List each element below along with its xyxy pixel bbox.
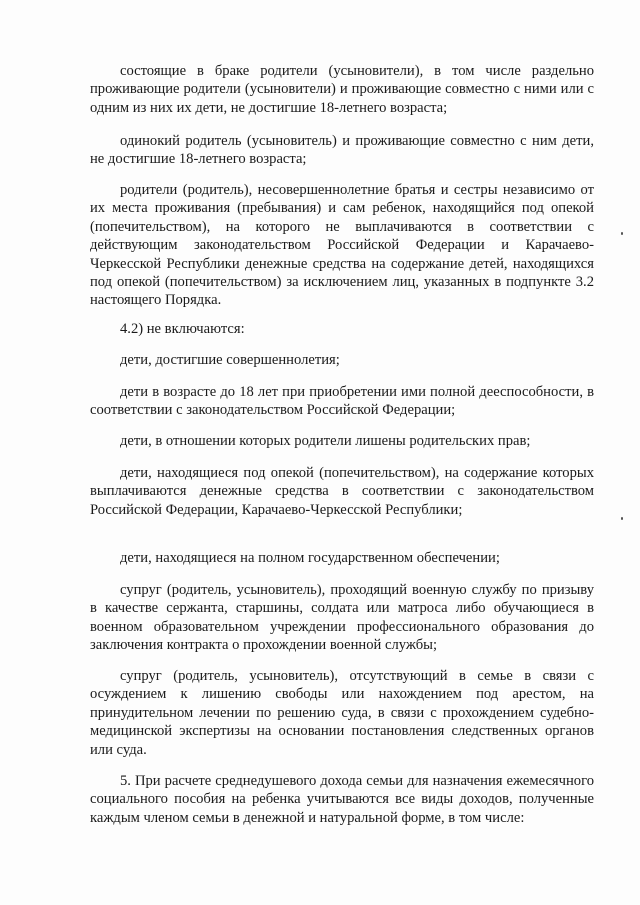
paragraph-guardianship-relatives: родители (родитель), несовершеннолетние братья и сестры независимо от их места проживания (пребывания) и сам ребенок, находящийся под опекой (попечительством), на которого не выплачиваются в соответствии с действующим законодательством Российской Федерации и Карачаево-Черкесской Республики денежные средства на содержание детей, находящихся под опекой (попечительством) за исключением лиц, указанных в подпункте 3.2 настоящего Порядка. — [90, 182, 594, 309]
paragraph-emancipated-minors: дети в возрасте до 18 лет при приобретении ими полной дееспособности, в соответствии с законодательством Российской Федерации; — [90, 384, 594, 419]
scan-speck — [621, 232, 623, 235]
paragraph-not-included-heading: 4.2) не включаются: — [120, 321, 245, 337]
paragraph-military-service: супруг (родитель, усыновитель), проходящий военную службу по призыву в качестве сержанта, старшины, солдата или матроса либо обучающиеся в военном образовательном учреждении профессионального образования до заключения контракта о прохождении военной службы; — [90, 582, 594, 654]
paragraph-deprived-rights: дети, в отношении которых родители лишены родительских прав; — [120, 433, 531, 449]
paragraph-children-under-care: дети, находящиеся под опекой (попечительством), на содержание которых выплачиваются денежные средства в соответствии с законодательством Российской Федерации, Карачаево-Черкесской Республики; — [90, 465, 594, 518]
scan-speck — [621, 517, 623, 520]
paragraph-adult-children: дети, достигшие совершеннолетия; — [120, 352, 340, 368]
paragraph-point-5-income: 5. При расчете среднедушевого дохода семьи для назначения ежемесячного социального пособия на ребенка учитываются все виды доходов, полученные каждым членом семьи в денежной и натуральной форме, в том числе: — [90, 773, 594, 826]
paragraph-state-support: дети, находящиеся на полном государственном обеспечении; — [120, 550, 500, 566]
paragraph-single-parent: одинокий родитель (усыновитель) и проживающие совместно с ним дети, не достигшие 18-летнего возраста; — [90, 133, 594, 168]
paragraph-absent-spouse: супруг (родитель, усыновитель), отсутствующий в семье в связи с осуждением к лишению свободы или нахождением под арестом, на принудительном лечении по решению суда, в связи с прохождением судебно-медицинской экспертизы на основании постановления следственных органов или суда. — [90, 668, 594, 758]
paragraph-married-parents: состоящие в браке родители (усыновители), в том числе раздельно проживающие родители (усыновители) и проживающие совместно с ними или с одним из них их дети, не достигшие 18-летнего возраста; — [90, 63, 594, 116]
